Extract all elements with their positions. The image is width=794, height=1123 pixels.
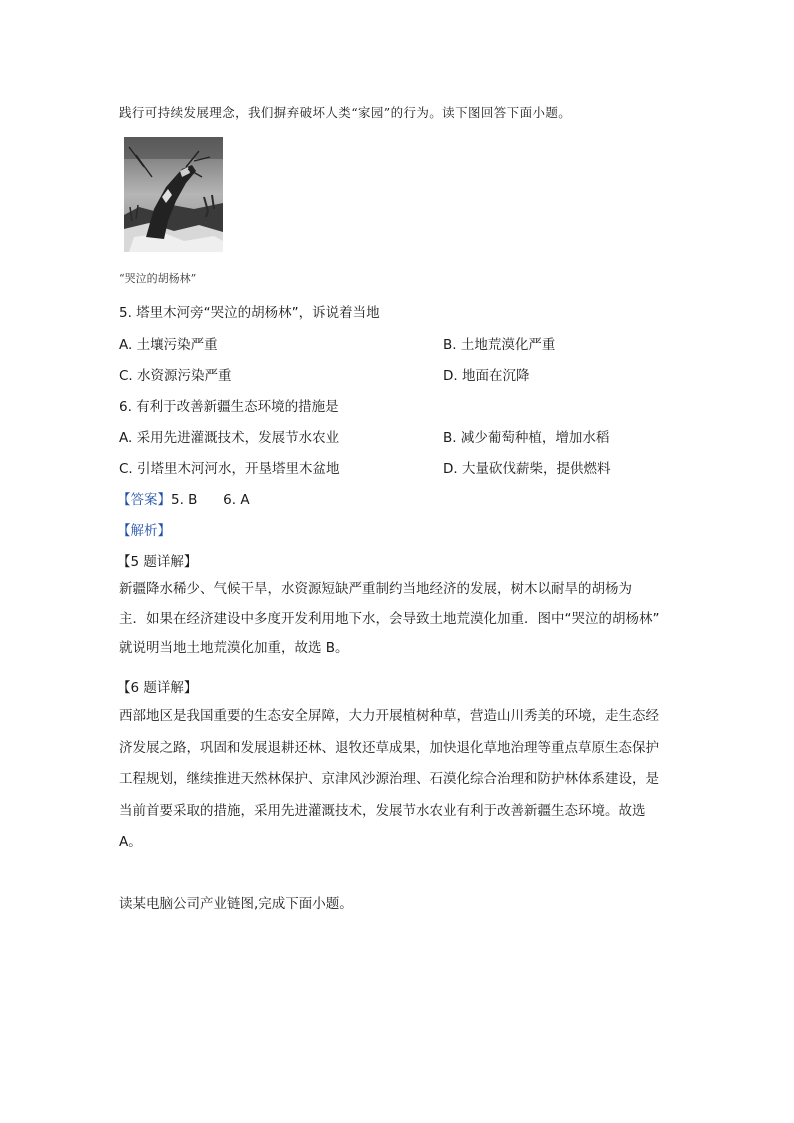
- question-6-stem: 6. 有利于改善新疆生态环境的措施是: [119, 399, 339, 415]
- q6-option-d: D. 大量砍伐薪柴，提供燃料: [443, 461, 611, 477]
- detail-5-line: 主．如果在经济建设中多度开发利用地下水，会导致土地荒漠化加重．图中“哭泣的胡杨林”: [119, 610, 660, 627]
- detail-5-line: 新疆降水稀少、气候干旱，水资源短缺严重制约当地经济的发展，树木以耐旱的胡杨为: [119, 581, 632, 597]
- q5-option-d: D. 地面在沉降: [443, 368, 530, 384]
- q6-option-b: B. 减少葡萄种植，增加水稻: [443, 430, 610, 446]
- detail-5-label: 【5 题详解】: [117, 554, 198, 570]
- q5-option-b: B. 土地荒漠化严重: [443, 337, 556, 353]
- q6-option-a: A. 采用先进灌溉技术，发展节水农业: [119, 430, 340, 446]
- intro-text: 践行可持续发展理念，我们摒弃破坏人类“家园”的行为。读下图回答下面小题。: [119, 105, 572, 120]
- dead-poplar-photo: [124, 137, 223, 252]
- answer-label: 【答案】: [117, 492, 171, 508]
- detail-6-line: 济发展之路，巩固和发展退耕还林、退牧还草成果，加快退化草地治理等重点草原生态保护: [119, 739, 659, 756]
- q5-option-c: C. 水资源污染严重: [119, 368, 232, 384]
- detail-6-line: 工程规划，继续推进天然林保护、京津风沙源治理、石漠化综合治理和防护林体系建设，是: [119, 771, 659, 787]
- detail-5-text: [119, 575, 677, 664]
- next-question-intro: 读某电脑公司产业链图,完成下面小题。: [119, 896, 353, 912]
- poplar-image: [124, 137, 223, 252]
- detail-6-line: 当前首要采取的措施，采用先进灌溉技术，发展节水农业有利于改善新疆生态环境。故选: [119, 802, 646, 819]
- answer-value: 5. B 6. A: [171, 492, 250, 508]
- detail-6-line: A。: [119, 834, 142, 850]
- detail-5-line: 就说明当地土地荒漠化加重，故选 B。: [119, 640, 349, 656]
- q5-option-a: A. 土壤污染严重: [119, 337, 218, 353]
- question-5-stem: 5. 塔里木河旁“哭泣的胡杨林”，诉说着当地: [119, 305, 380, 321]
- detail-6-text: [119, 701, 677, 859]
- detail-6-line: 西部地区是我国重要的生态安全屏障，大力开展植树种草，营造山川秀美的环境，走生态经: [119, 708, 659, 724]
- detail-6-label: 【6 题详解】: [117, 680, 198, 696]
- q6-option-c: C. 引塔里木河河水，开垦塔里木盆地: [119, 461, 340, 477]
- analysis-label: 【解析】: [117, 523, 171, 539]
- figure-caption: “哭泣的胡杨林”: [119, 272, 197, 285]
- answer-line: [117, 488, 250, 508]
